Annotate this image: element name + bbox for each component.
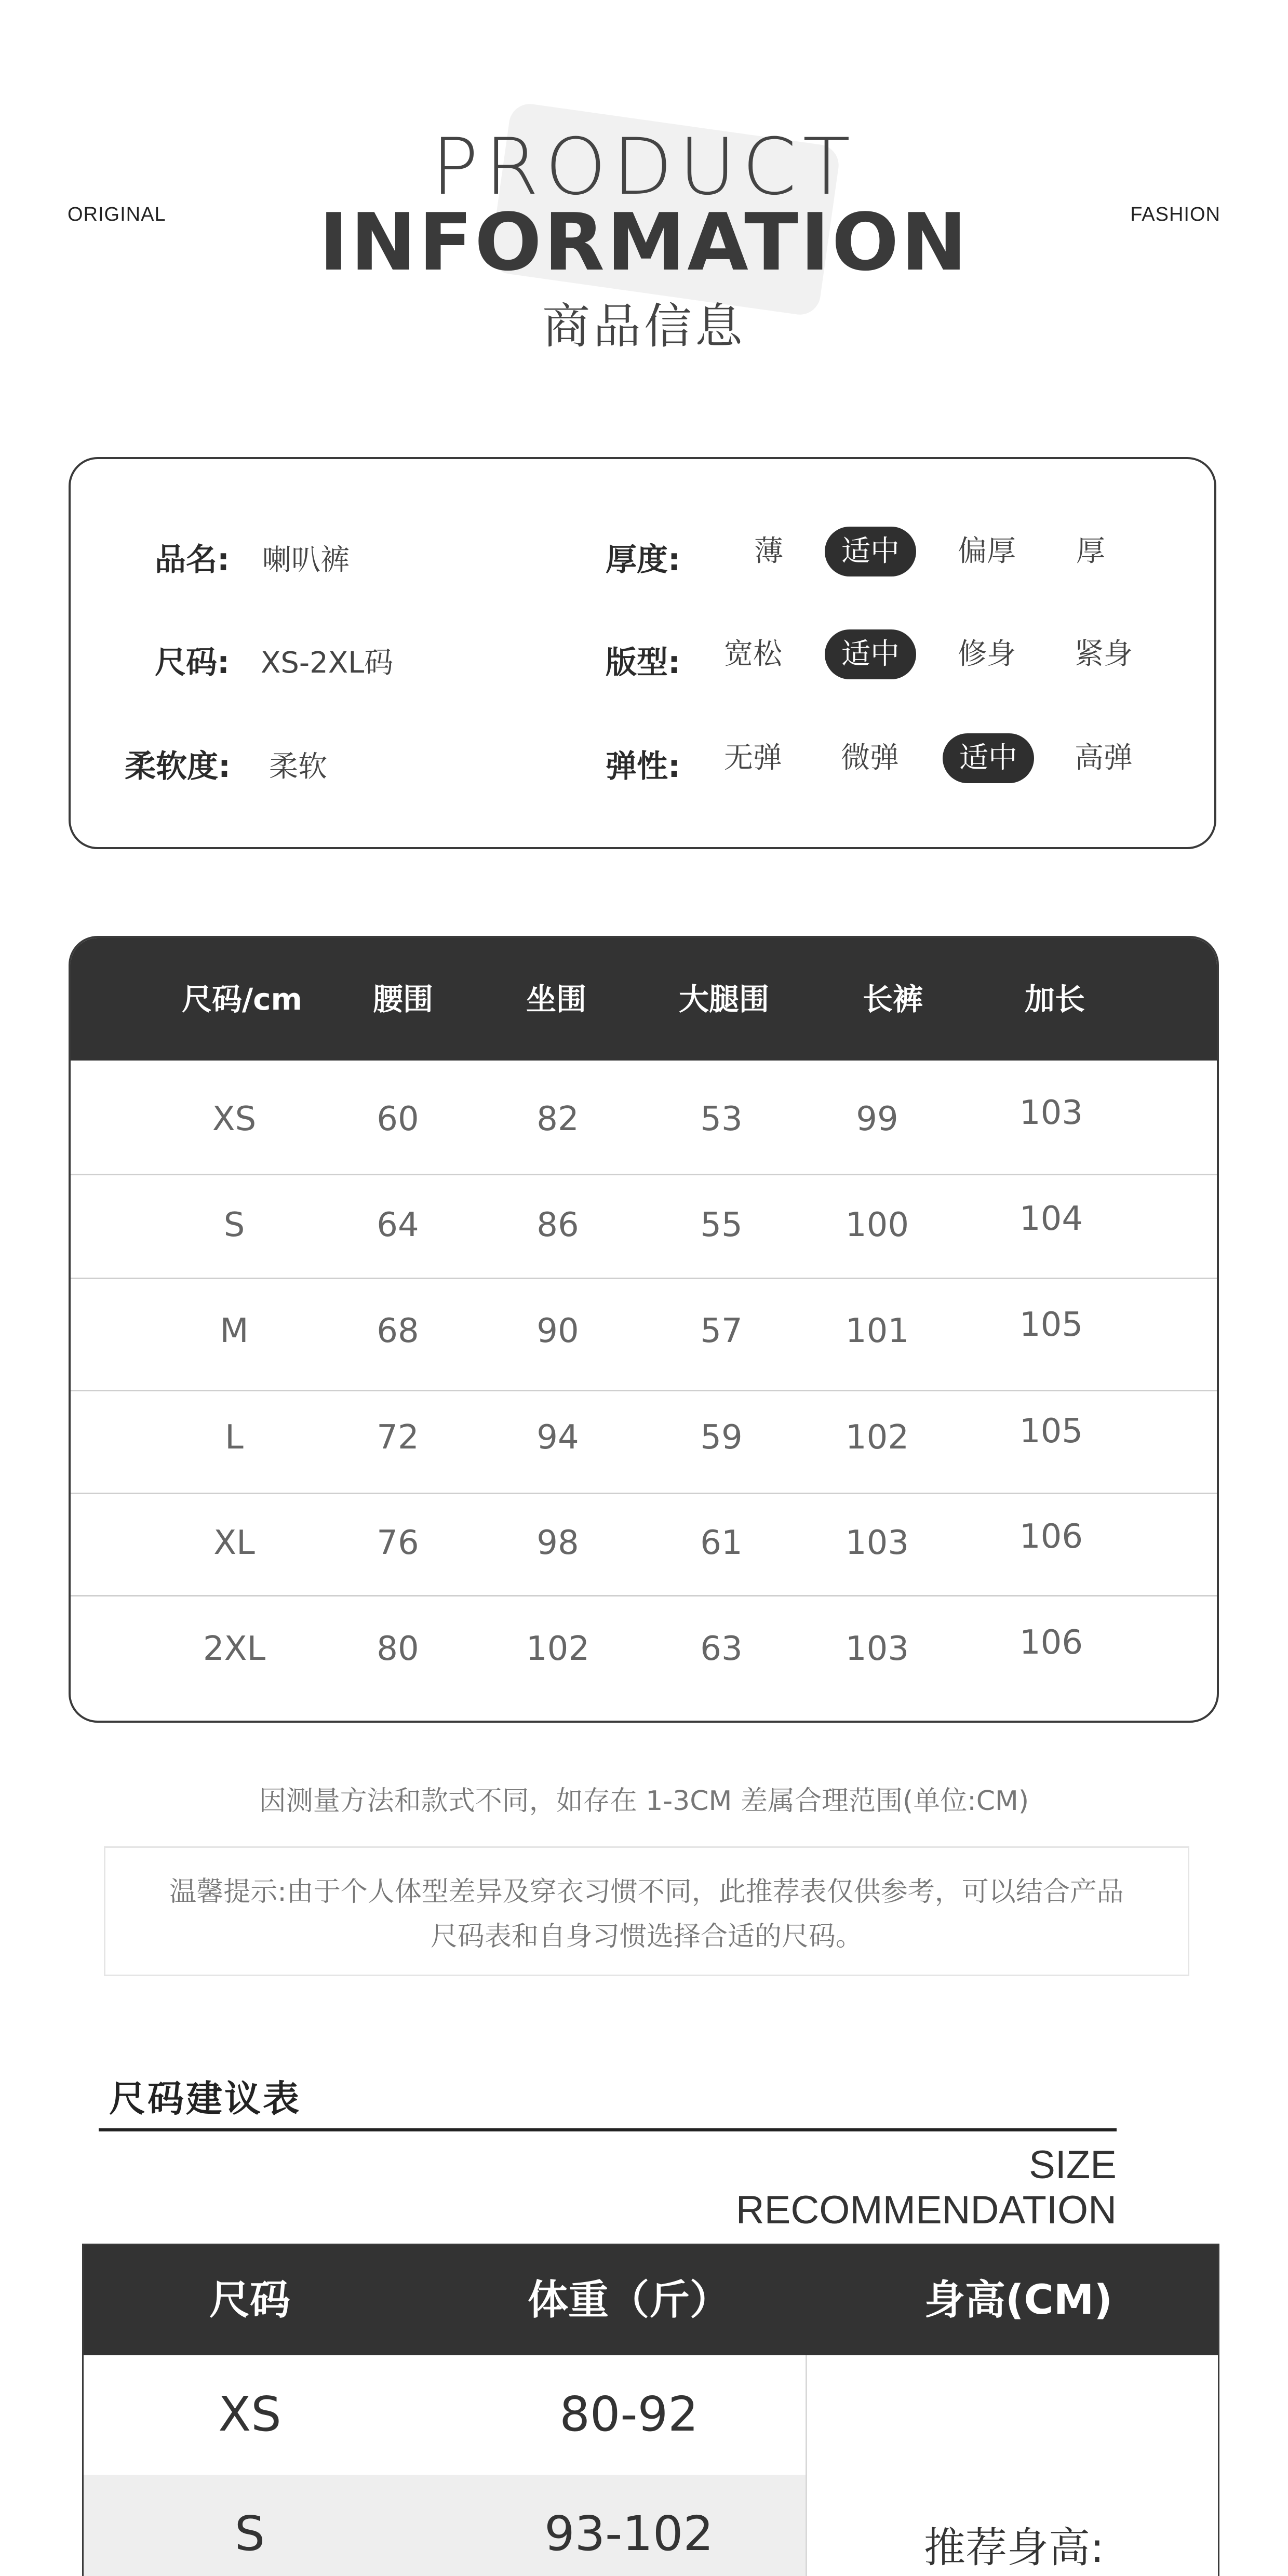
recommended-height-label: 推荐身高:	[924, 2524, 1104, 2572]
cell-extra: 104	[1019, 1200, 1083, 1238]
title-chinese: 商品信息	[542, 299, 746, 354]
original-label: ORIGINAL	[68, 204, 166, 225]
cell-size: XS	[212, 1100, 257, 1138]
tip-line-1: 温馨提示:由于个人体型差异及穿衣习惯不同，此推荐表仅供参考，可以结合产品	[169, 1876, 1124, 1908]
cell-size: L	[225, 1418, 244, 1457]
cell-size: 2XL	[203, 1630, 266, 1668]
cell-hip: 90	[536, 1312, 579, 1350]
thickness-label: 厚度:	[606, 542, 680, 578]
header-size-cm: 尺码/cm	[181, 982, 302, 1017]
header-hip: 坐围	[526, 982, 586, 1017]
cell-trousers: 102	[845, 1418, 909, 1457]
fit-label: 版型:	[606, 645, 680, 681]
cell-thigh: 57	[700, 1312, 743, 1350]
thickness-option-thick: 厚	[1076, 534, 1105, 568]
cell-hip: 102	[526, 1630, 590, 1668]
header-extra-length: 加长	[1024, 982, 1085, 1017]
fashion-label: FASHION	[1130, 204, 1220, 225]
name-label: 品名:	[155, 542, 230, 578]
size-label: 尺码:	[155, 645, 230, 681]
recommendation-subtitle: SIZE RECOMMENDATION	[735, 2143, 1117, 2232]
cell-size: XS	[218, 2386, 281, 2442]
row-divider	[71, 1595, 1217, 1596]
fit-option-tight: 紧身	[1075, 637, 1133, 671]
thickness-option-thickish: 偏厚	[958, 534, 1016, 568]
elasticity-option-none: 无弹	[724, 741, 782, 775]
cell-thigh: 63	[700, 1630, 743, 1668]
cell-thigh: 61	[700, 1524, 743, 1562]
cell-extra: 106	[1019, 1624, 1083, 1662]
cell-extra: 105	[1019, 1306, 1083, 1344]
thickness-option-medium-selected: 适中	[825, 527, 916, 576]
cell-size: S	[223, 1206, 245, 1244]
cell-extra: 103	[1019, 1094, 1083, 1132]
table-row	[84, 2475, 806, 2576]
row-divider	[71, 1493, 1217, 1494]
recommendation-title: 尺码建议表	[109, 2077, 301, 2120]
cell-trousers: 103	[845, 1524, 909, 1562]
cell-size: M	[220, 1312, 249, 1350]
tip-line-2: 尺码表和自身习惯选择合适的尺码。	[430, 1921, 863, 1952]
measurement-note: 因测量方法和款式不同，如存在 1-3CM 差属合理范围(单位:CM)	[259, 1786, 1029, 1817]
cell-trousers: 100	[845, 1206, 909, 1244]
cell-waist: 72	[377, 1418, 419, 1457]
cell-waist: 68	[377, 1312, 419, 1350]
cell-waist: 76	[377, 1524, 419, 1562]
cell-trousers: 101	[845, 1312, 909, 1350]
cell-hip: 94	[536, 1418, 579, 1457]
recommendation-divider	[99, 2128, 1117, 2131]
cell-weight: 93-102	[544, 2506, 714, 2561]
fit-option-slim: 修身	[958, 637, 1016, 671]
fit-option-loose: 宽松	[724, 637, 782, 671]
elasticity-option-medium-selected: 适中	[943, 733, 1034, 783]
cell-trousers: 103	[845, 1630, 909, 1668]
elasticity-option-high: 高弹	[1075, 741, 1133, 775]
elasticity-option-slight: 微弹	[841, 741, 899, 775]
header-waist: 腰围	[372, 982, 433, 1017]
softness-value: 柔软	[269, 750, 327, 784]
header-size: 尺码	[209, 2277, 290, 2324]
cell-extra: 105	[1019, 1412, 1083, 1451]
cell-hip: 82	[536, 1100, 579, 1138]
name-value: 喇叭裤	[262, 543, 350, 577]
cell-thigh: 59	[700, 1418, 743, 1457]
size-table	[69, 936, 1219, 1723]
cell-size: XL	[213, 1524, 255, 1562]
cell-trousers: 99	[856, 1100, 898, 1138]
table-row	[84, 2355, 806, 2475]
cell-extra: 106	[1019, 1518, 1083, 1556]
cell-waist: 80	[377, 1630, 419, 1668]
cell-size: S	[234, 2506, 265, 2561]
tip-text	[114, 1870, 1179, 1959]
cell-hip: 86	[536, 1206, 579, 1244]
row-divider	[71, 1174, 1217, 1175]
row-divider	[71, 1390, 1217, 1391]
recommendation-table-header	[84, 2245, 1218, 2355]
elasticity-label: 弹性:	[606, 748, 680, 785]
title-information: INFORMATION	[319, 196, 969, 288]
header-height: 身高(CM)	[924, 2277, 1113, 2324]
cell-waist: 64	[377, 1206, 419, 1244]
cell-thigh: 55	[700, 1206, 743, 1244]
size-value: XS-2XL码	[261, 646, 394, 680]
title-product: PRODUCT	[431, 122, 857, 212]
header-weight: 体重（斤）	[527, 2277, 730, 2324]
cell-weight: 80-92	[559, 2386, 699, 2442]
cell-hip: 98	[536, 1524, 579, 1562]
cell-waist: 60	[377, 1100, 419, 1138]
row-divider	[71, 1278, 1217, 1279]
cell-thigh: 53	[700, 1100, 743, 1138]
header-trousers-length: 长裤	[862, 982, 923, 1017]
fit-option-medium-selected: 适中	[825, 629, 916, 679]
softness-label: 柔软度:	[125, 748, 231, 785]
thickness-option-thin: 薄	[754, 534, 783, 568]
recommendation-table	[82, 2244, 1219, 2576]
header-thigh: 大腿围	[678, 982, 769, 1017]
size-table-header	[71, 938, 1217, 1061]
